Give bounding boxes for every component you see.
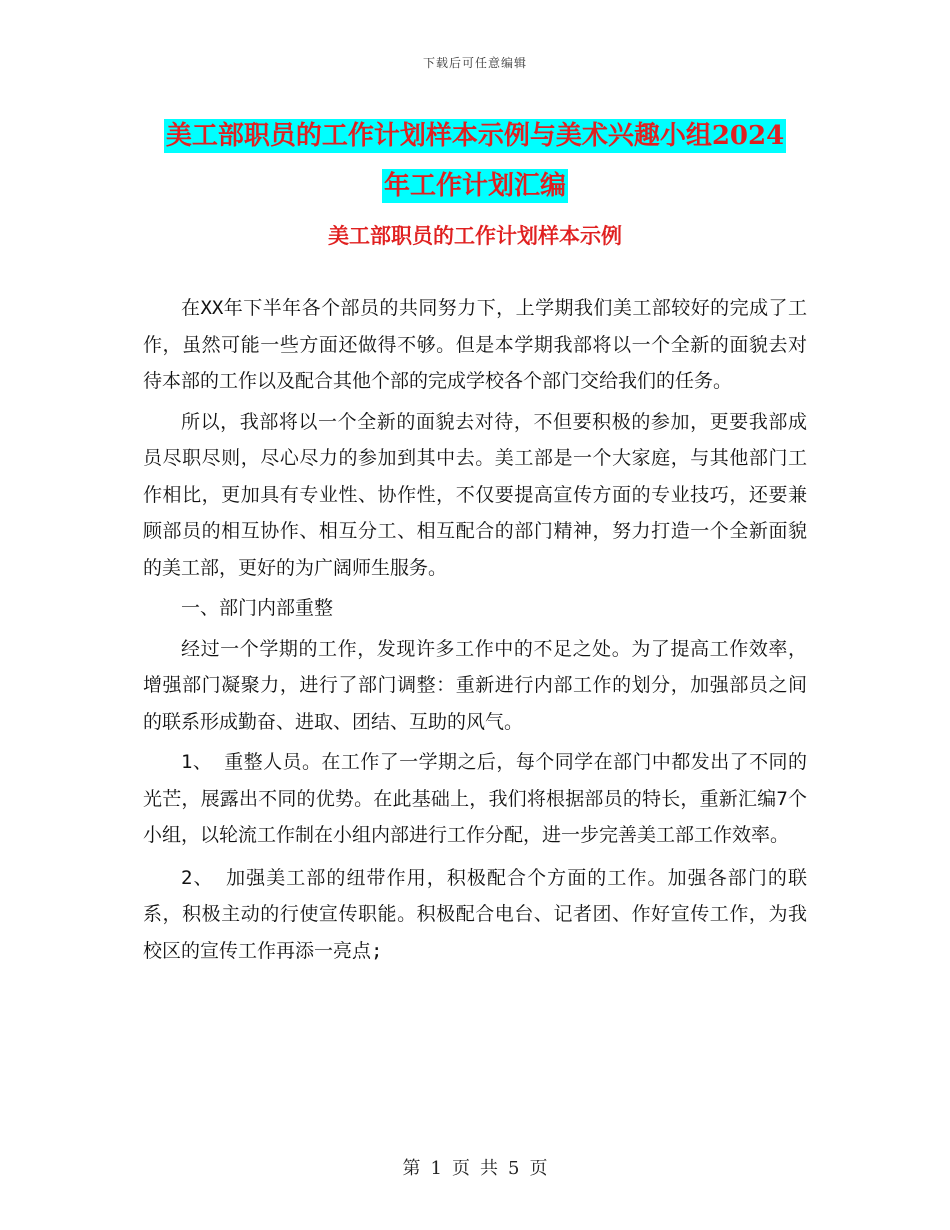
section-title: 美工部职员的工作计划样本示例 <box>328 223 622 248</box>
footer-total-unit: 页 <box>529 1158 548 1179</box>
list-item: 1、 重整人员。在工作了一学期之后，每个同学在部门中都发出了不同的光芒，展露出不同的优势。在此基础上，我们将根据部员的特长，重新汇编7个小组，以轮流工作制在小组内部进行工作分配，进一步完善美工部工作效率。 <box>143 751 807 846</box>
footer-total-number: 5 <box>508 1158 520 1179</box>
document-title-line2: 年工作计划汇编 <box>383 171 566 201</box>
paragraph: 经过一个学期的工作，发现许多工作中的不足之处。为了提高工作效率，增强部门凝聚力，进行了部门调整：重新进行内部工作的划分，加强部员之间的联系形成勤奋、进取、团结、互助的风气。 <box>143 637 807 733</box>
document-title-line1: 美工部职员的工作计划样本示例与美术兴趣小组2024 <box>165 121 785 151</box>
document-title <box>150 111 800 211</box>
section-heading: 一、部门内部重整 <box>181 597 334 619</box>
footer-page-number: 1 <box>430 1158 442 1179</box>
footer-total-label: 共 <box>480 1158 498 1179</box>
list-item: 2、 加强美工部的纽带作用，积极配合个方面的工作。加强各部门的联系，积极主动的行使宣传职能。积极配合电台、记者团、作好宣传工作，为我校区的宣传工作再添一亮点; <box>143 866 807 962</box>
paragraph: 所以，我部将以一个全新的面貌去对待，不但要积极的参加，更要我部成员尽职尽则，尽心尽力的参加到其中去。美工部是一个大家庭，与其他部门工作相比，更加具有专业性、协作性，不仅要提高宣传方面的专业技巧，还要兼顾部员的相互协作、相互分工、相互配合的部门精神，努力打造一个全新面貌的美工部，更好的为广阔师生服务。 <box>143 410 807 579</box>
page-footer <box>0 1154 950 1180</box>
document-body <box>143 290 807 973</box>
footer-page-label: 第 <box>402 1158 421 1179</box>
header-note: 下载后可任意编辑 <box>422 56 527 70</box>
paragraph: 在XX年下半年各个部员的共同努力下，上学期我们美工部较好的完成了工作，虽然可能一些方面还做得不够。但是本学期我部将以一个全新的面貌去对待本部的工作以及配合其他个部的完成学校各个部门交给我们的任务。 <box>143 297 807 392</box>
footer-page-unit: 页 <box>452 1158 470 1179</box>
